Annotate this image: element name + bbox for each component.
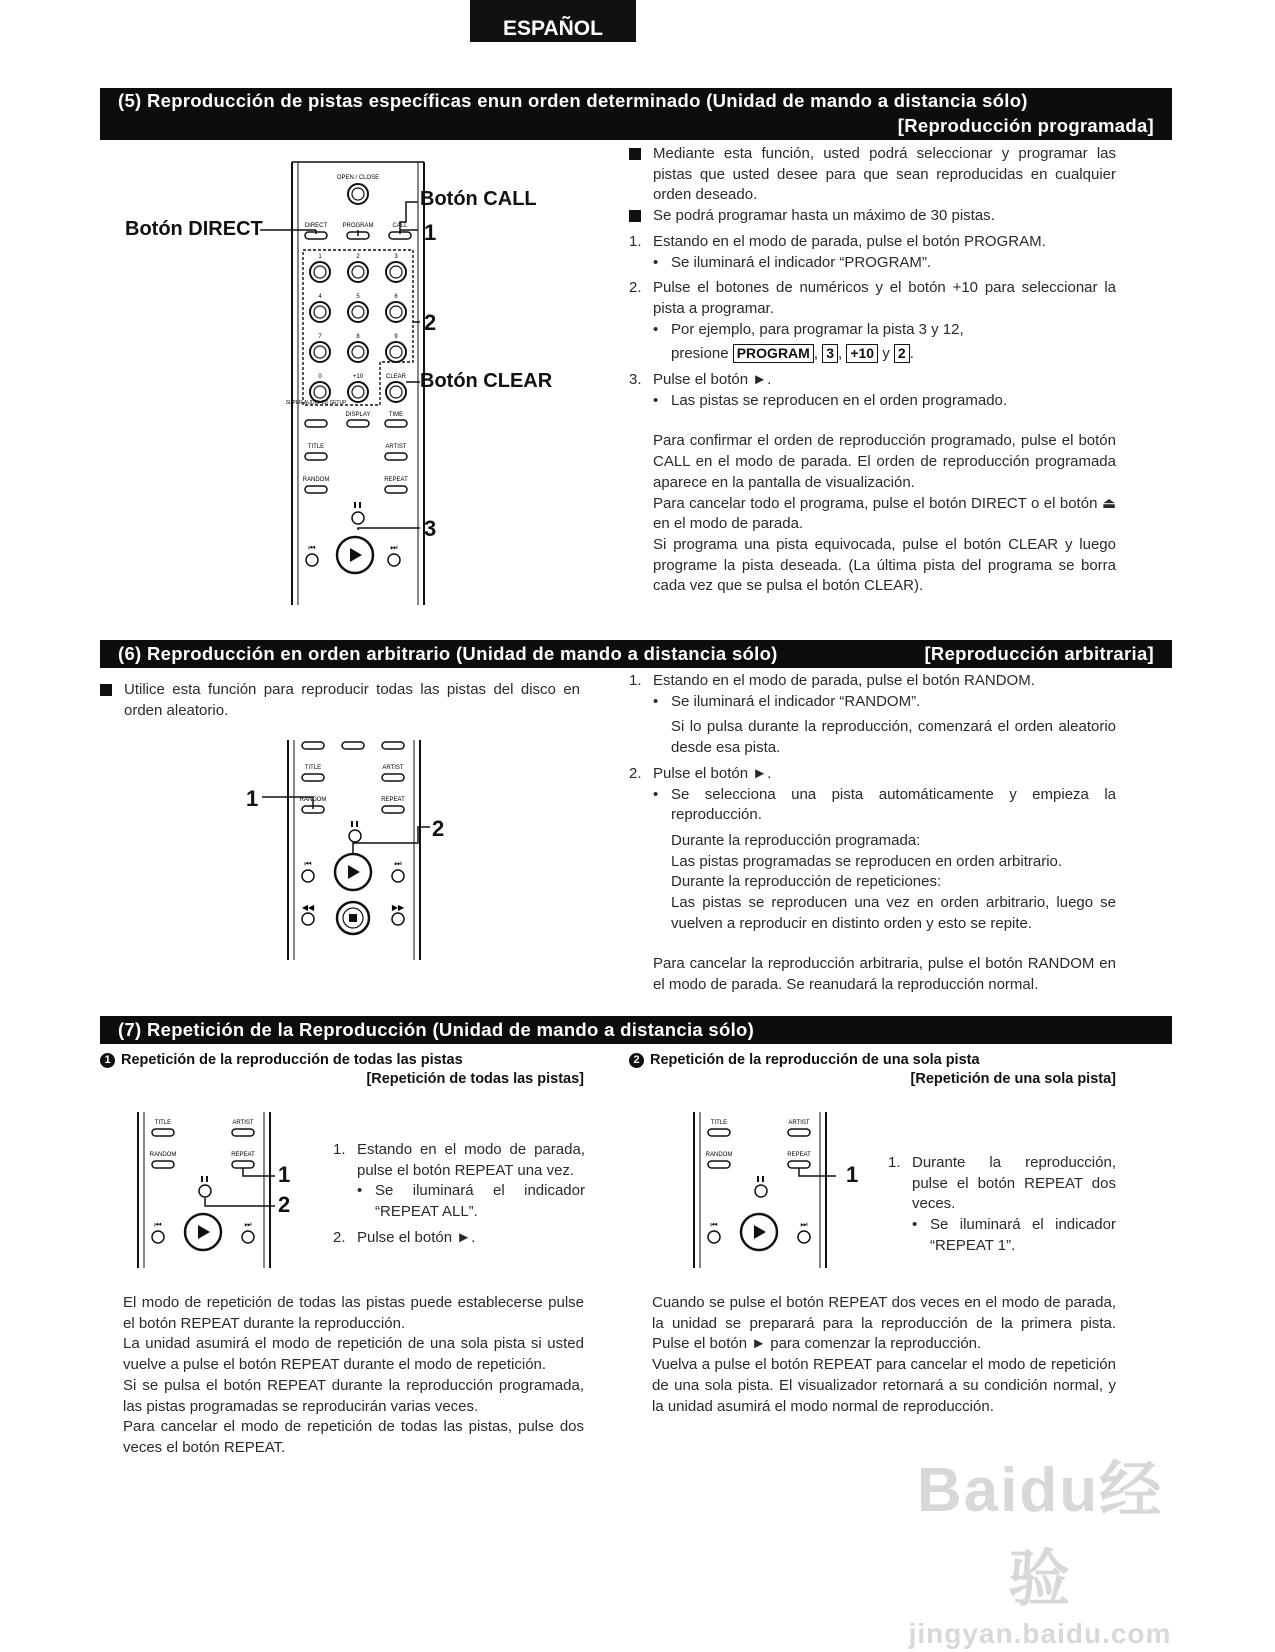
stop-icon: [349, 914, 357, 922]
step-note: Si lo pulsa durante la reproducción, comenzará el orden aleatorio desde esa pista.: [671, 718, 1116, 757]
step-item: 1. Estando en el modo de parada, pulse el botón RANDOM. • Se iluminará el indicador “RANDOM”. Si lo pulsa durante la reproducción, comenzará el orden aleatorio desde esa pista.: [629, 671, 1116, 759]
setup-button[interactable]: [305, 420, 327, 427]
section5-notes: [629, 431, 1116, 597]
rewind-button[interactable]: [302, 913, 314, 925]
key-program: PROGRAM: [733, 344, 814, 363]
label-super-audio: SUPER AUDIO CD SETUP: [285, 400, 347, 406]
remote-diagram-repeat-all: [130, 1110, 310, 1270]
label-random: RANDOM: [705, 1152, 733, 1158]
prev-button[interactable]: [306, 554, 318, 566]
note-text: Para cancelar todo el programa, pulse el botón DIRECT o el botón ⏏ en el modo de parada.: [653, 494, 1116, 533]
label-key-10: +10: [352, 374, 364, 380]
label-key-8: 8: [356, 334, 360, 340]
number-marker: 2: [629, 1053, 644, 1068]
label-key-1: 1: [318, 254, 322, 260]
callout-direct-button: Botón DIRECT: [125, 218, 263, 240]
step-item: 1. Estando en el modo de parada, pulse el botón PROGRAM. • Se iluminará el indicador “PROGRAM”.: [629, 232, 1116, 273]
section5-title-bar: [100, 88, 1172, 140]
play-button[interactable]: [335, 854, 371, 890]
key-4[interactable]: [310, 302, 330, 322]
step-text: Pulse el botones de numéricos y el botón +10 para seleccionar la pista a programar.: [653, 279, 1116, 317]
play-icon: [348, 865, 360, 879]
step-text: Durante la reproducción, pulse el botón REPEAT dos veces.: [912, 1154, 1116, 1213]
label-display: DISPLAY: [345, 412, 371, 418]
play-button[interactable]: [741, 1214, 777, 1250]
sub-note: Las pistas programadas se reproducen en orden arbitrario.: [671, 852, 1063, 870]
callout-step-1: 1: [846, 1162, 859, 1187]
key-7[interactable]: [310, 342, 330, 362]
prev-button[interactable]: [302, 870, 314, 882]
label-time: TIME: [388, 412, 404, 418]
label-program: PROGRAM: [342, 223, 374, 229]
forward-icon: ▶▶: [391, 903, 405, 912]
callout-call-button: Botón CALL: [420, 188, 537, 210]
prev-button[interactable]: [152, 1231, 164, 1243]
prev-icon: ⏮: [304, 859, 312, 868]
play-icon: [198, 1225, 210, 1239]
section6-intro: [100, 680, 580, 721]
step-item: 2. Pulse el botón ►. • Se selecciona una pista automáticamente y empieza la reproducción. Durante la reproducción programada: Las pistas programadas se reproducen en orden arbitrario. Durante la reproducción de repeticiones: Las pistas se reproducen una vez en orden arbitrario, luego se vuelven a reproducir en distinto orden y esto se repite.: [629, 764, 1116, 935]
label-key-2: 2: [356, 254, 360, 260]
key-6[interactable]: [386, 302, 406, 322]
sub-note: Las pistas se reproducen una vez en orden arbitrario, luego se vuelven a reproducir en distinto orden y esto se repite.: [671, 894, 1116, 932]
artist-button[interactable]: [232, 1129, 254, 1136]
section7-right-heading: 2 Repetición de la reproducción de una sola pista [Repetición de una sola pista]: [629, 1051, 1116, 1089]
sub-note: Durante la reproducción programada:: [671, 831, 921, 849]
label-repeat: REPEAT: [381, 797, 405, 803]
callout-step-2: 2: [432, 816, 445, 841]
play-icon: [350, 548, 362, 562]
artist-button[interactable]: [385, 453, 407, 460]
paragraph-line: Para cancelar el modo de repetición de todas las pistas, pulse dos veces el botón REPEAT.: [123, 1418, 584, 1456]
key-3[interactable]: [386, 262, 406, 282]
label-key-3: 3: [394, 254, 398, 260]
step-text: Pulse el botón ►.: [653, 764, 772, 782]
callout-step-1: 1: [246, 786, 259, 811]
title-button[interactable]: [152, 1129, 174, 1136]
section6-text: [629, 671, 1116, 996]
clear-button[interactable]: [386, 382, 406, 402]
label-artist: ARTIST: [788, 1120, 810, 1126]
play-button[interactable]: [337, 537, 373, 573]
repeat-button[interactable]: [232, 1161, 254, 1168]
step-subtext: Las pistas se reproducen en el orden programado.: [671, 391, 1008, 409]
repeat-button[interactable]: [382, 806, 404, 813]
label-title: TITLE: [710, 1120, 728, 1126]
step-subtext: Se iluminará el indicador “RANDOM”.: [671, 692, 921, 710]
paragraph-line: La unidad asumirá el modo de repetición de una sola pista si usted vuelve a pulse el botón REPEAT durante el modo de repetición.: [123, 1335, 584, 1374]
watermark: [890, 1440, 1190, 1650]
remote-diagram-random: [240, 735, 460, 965]
step-item: 3. Pulse el botón ►. • Las pistas se reproducen en el orden programado.: [629, 370, 1116, 411]
pause-button[interactable]: [349, 830, 361, 842]
bullet-item: [629, 144, 1116, 206]
play-icon: [754, 1225, 766, 1239]
label-artist: ARTIST: [382, 765, 404, 771]
bullet-text: Se podrá programar hasta un máximo de 30 pistas.: [653, 207, 995, 225]
pause-button[interactable]: [755, 1185, 767, 1197]
sub-note: Durante la reproducción de repeticiones:: [671, 873, 942, 891]
label-key-9: 9: [394, 334, 398, 340]
key-5[interactable]: [348, 302, 368, 322]
callout-step-2: 2: [424, 310, 437, 335]
callout-step-3: 3: [424, 516, 437, 541]
section5-subtitle: [Reproducción programada]: [897, 115, 1154, 136]
next-icon: ⏭: [800, 1220, 808, 1229]
key-0[interactable]: [310, 382, 330, 402]
section7-title-bar: [100, 1016, 1172, 1044]
time-button[interactable]: [385, 420, 407, 427]
label-call: CALL: [392, 223, 408, 229]
paragraph-line: Si se pulsa el botón REPEAT durante la reproducción programada, las pistas programadas se reproducirán varias veces.: [123, 1376, 584, 1415]
repeat-button[interactable]: [385, 486, 407, 493]
bullet-text: Utilice esta función para reproducir todas las pistas del disco en orden aleatorio.: [124, 681, 580, 719]
note-text: Para cancelar la reproducción arbitraria, pulse el botón RANDOM en el modo de parada. Se reanudará la reproducción normal.: [653, 955, 1116, 994]
section6-title-bar: [100, 640, 1172, 668]
key-plus10[interactable]: [348, 382, 368, 402]
label-artist: ARTIST: [385, 444, 407, 450]
prev-icon: ⏮: [308, 543, 316, 552]
step-text: Pulse el botón ►.: [653, 371, 772, 389]
label-key-0: 0: [318, 374, 322, 380]
label-key-4: 4: [318, 294, 322, 300]
section7-left-heading: 1 Repetición de la reproducción de todas las pistas [Repetición de todas las pistas]: [100, 1051, 584, 1089]
callout-step-1: 1: [424, 220, 437, 245]
key-1[interactable]: [310, 262, 330, 282]
next-button[interactable]: [242, 1231, 254, 1243]
title-button[interactable]: [305, 453, 327, 460]
prev-button[interactable]: [708, 1231, 720, 1243]
random-button[interactable]: [708, 1161, 730, 1168]
section7-right-steps: 1. Durante la reproducción, pulse el botón REPEAT dos veces. • Se iluminará el indicador “REPEAT 1”.: [888, 1153, 1116, 1257]
section5-text: [629, 144, 1116, 597]
prev-icon: ⏮: [154, 1220, 162, 1229]
pause-button[interactable]: [199, 1185, 211, 1197]
label-repeat: REPEAT: [384, 477, 408, 483]
step-text: Pulse el botón ►.: [357, 1228, 476, 1246]
language-tab: ESPAÑOL: [470, 0, 636, 42]
bullet-item: [629, 206, 1116, 227]
repeat-button[interactable]: [788, 1161, 810, 1168]
label-title: TITLE: [154, 1120, 172, 1126]
title-button[interactable]: [302, 774, 324, 781]
step-text: Estando en el modo de parada, pulse el botón REPEAT una vez.: [357, 1141, 585, 1179]
label-artist: ARTIST: [232, 1120, 254, 1126]
step-subtext: Se iluminará el indicador “REPEAT ALL”.: [375, 1182, 585, 1221]
forward-button[interactable]: [392, 913, 404, 925]
key-2: 2: [894, 344, 910, 363]
note-text: Si programa una pista equivocada, pulse el botón CLEAR y luego programe la pista deseada. (La última pista del programa se borra cada vez que se pulsa el botón CLEAR).: [653, 535, 1116, 595]
label-direct: DIRECT: [304, 223, 328, 229]
step-subtext: Por ejemplo, para programar la pista 3 y 12,: [671, 320, 964, 338]
paragraph-line: Cuando se pulse el botón REPEAT dos veces en el modo de parada, la unidad se preparará para la reproducción de la primera pista. Pulse el botón ► para comenzar la reproducción.: [652, 1294, 1116, 1353]
section7-left-steps: 1. Estando en el modo de parada, pulse el botón REPEAT una vez. • Se iluminará el indicador “REPEAT ALL”. 2. Pulse el botón ►.: [333, 1140, 585, 1249]
step-subtext: Se selecciona una pista automáticamente y empieza la reproducción.: [671, 785, 1116, 824]
key-plus10: +10: [846, 344, 878, 363]
section6-title: (6) Reproducción en orden arbitrario (Unidad de mando a distancia sólo): [118, 643, 778, 664]
paragraph-line: El modo de repetición de todas las pistas puede establecerse pulse el botón REPEAT durante la reproducción.: [123, 1294, 584, 1332]
label-key-6: 6: [394, 294, 398, 300]
label-clear: CLEAR: [385, 374, 407, 380]
key-8[interactable]: [348, 342, 368, 362]
remote-diagram-repeat-one: [686, 1110, 866, 1270]
key-sequence: presione PROGRAM , 3 , +10 y 2 .: [671, 345, 914, 363]
note-text: Para confirmar el orden de reproducción programado, pulse el botón CALL en el modo de parada. El orden de reproducción programada aparece en la pantalla de visualización.: [653, 432, 1116, 491]
artist-button[interactable]: [382, 774, 404, 781]
next-icon: ⏭: [394, 859, 402, 868]
step-item: 2. Pulse el botones de numéricos y el botón +10 para seleccionar la pista a programar. • Por ejemplo, para programar la pista 3 y 12, presione PROGRAM , 3 , +10 y 2 .: [629, 278, 1116, 365]
callout-step-2: 2: [278, 1192, 291, 1217]
next-button[interactable]: [392, 870, 404, 882]
stop-button[interactable]: [337, 902, 369, 934]
artist-button[interactable]: [788, 1129, 810, 1136]
section5-title: (5) Reproducción de pistas específicas enun orden determinado (Unidad de mando a distancia sólo): [118, 90, 1028, 111]
key-2[interactable]: [348, 262, 368, 282]
label-title: TITLE: [304, 765, 322, 771]
key-3: 3: [822, 344, 838, 363]
label-title: TITLE: [307, 444, 325, 450]
label-key-7: 7: [318, 334, 322, 340]
rewind-icon: ◀◀: [301, 903, 315, 912]
label-random: RANDOM: [302, 477, 330, 483]
label-key-5: 5: [356, 294, 360, 300]
step-subtext: Se iluminará el indicador “PROGRAM”.: [671, 253, 932, 271]
pause-button[interactable]: [352, 512, 364, 524]
step-text: Estando en el modo de parada, pulse el botón PROGRAM.: [653, 232, 1046, 250]
play-button[interactable]: [185, 1214, 221, 1250]
random-button[interactable]: [152, 1161, 174, 1168]
section7-title: (7) Repetición de la Reproducción (Unidad de mando a distancia sólo): [118, 1019, 755, 1040]
title-button[interactable]: [708, 1129, 730, 1136]
step-subtext: Se iluminará el indicador “REPEAT 1”.: [930, 1216, 1116, 1254]
next-icon: ⏭: [244, 1220, 252, 1229]
callout-step-1: 1: [278, 1162, 291, 1187]
step-text: Estando en el modo de parada, pulse el botón RANDOM.: [653, 672, 1035, 689]
label-open-close: OPEN / CLOSE: [336, 175, 380, 181]
random-button[interactable]: [305, 486, 327, 493]
paragraph-line: Vuelva a pulse el botón REPEAT para cancelar el modo de repetición de una sola pista. El visualizador retornará a su condición normal, y la unidad asumirá el modo normal de reproducción.: [652, 1356, 1116, 1415]
next-icon: ⏭: [390, 543, 398, 552]
section6-subtitle: [Reproducción arbitraria]: [924, 643, 1154, 664]
label-random: RANDOM: [299, 797, 327, 803]
next-button[interactable]: [388, 554, 400, 566]
label-random: RANDOM: [149, 1152, 177, 1158]
section7-left-paragraph: [123, 1293, 584, 1459]
bullet-text: Mediante esta función, usted podrá seleccionar y programar las pistas que usted desee para que sean reproducidas en cualquier orden deseado.: [653, 145, 1116, 204]
watermark-url: jingyan.baidu.com: [908, 1618, 1172, 1649]
section7-right-paragraph: [652, 1293, 1116, 1417]
prev-icon: ⏮: [710, 1220, 718, 1229]
number-marker: 1: [100, 1053, 115, 1068]
watermark-logo: Baidu经验: [916, 1456, 1164, 1614]
display-button[interactable]: [347, 420, 369, 427]
label-repeat: REPEAT: [231, 1152, 255, 1158]
label-repeat: REPEAT: [787, 1152, 811, 1158]
callout-clear-button: Botón CLEAR: [420, 370, 553, 392]
next-button[interactable]: [798, 1231, 810, 1243]
key-9[interactable]: [386, 342, 406, 362]
